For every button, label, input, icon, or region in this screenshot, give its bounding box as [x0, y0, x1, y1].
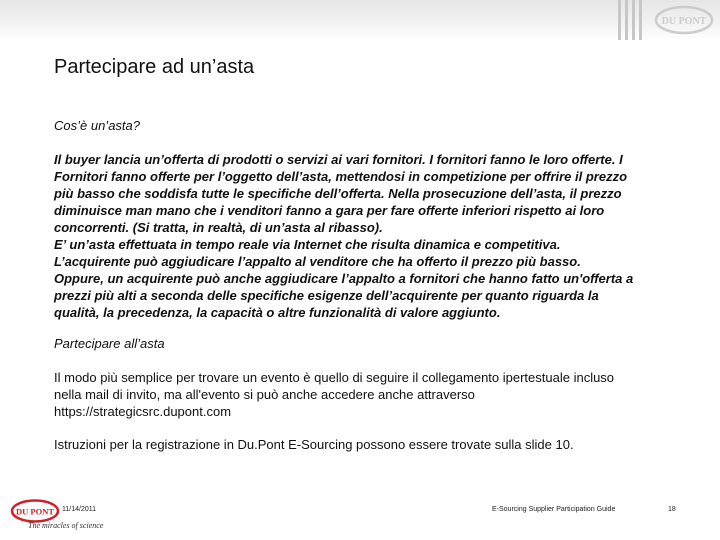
auction-description	[54, 151, 684, 321]
participation-instructions	[54, 369, 684, 420]
paragraph-line: concorrenti. (Si tratta, in realtà, di un’asta al ribasso).	[54, 220, 383, 235]
paragraph-line: Il buyer lancia un’offerta di prodotti o servizi ai vari fornitori. I fornitori fanno le loro offerte. I	[54, 152, 623, 167]
header-stripes	[618, 0, 648, 40]
section-heading-participate: Partecipare all’asta	[54, 336, 165, 351]
portal-link[interactable]: https://strategicsrc.dupont.com	[54, 404, 232, 419]
page-number: 18	[668, 506, 676, 513]
paragraph-line: E’ un’asta effettuata in tempo reale via Internet che risulta dinamica e competitiva.	[54, 237, 561, 252]
paragraph-line: Oppure, un acquirente può anche aggiudicare l’appalto a fornitori che hanno fatto un'offerta a	[54, 271, 634, 286]
svg-text:DU PONT: DU PONT	[15, 506, 55, 517]
slide-title: Partecipare ad un’asta	[54, 56, 255, 78]
paragraph-line: Il modo più semplice per trovare un evento è quello di seguire il collegamento ipertestuale incluso	[54, 370, 615, 385]
section-heading-what-is-auction: Cos’è un’asta?	[54, 118, 140, 133]
svg-text:DU PONT: DU PONT	[661, 16, 707, 27]
paragraph-line: prezzi più alti a seconda delle specifiche esigenze dell’acquirente per quanto riguarda la	[54, 288, 599, 303]
paragraph-line: qualità, la precedenza, la capacità o altre funzionalità di valore aggiunto.	[54, 305, 501, 320]
footer-tagline: The miracles of science	[28, 521, 104, 530]
paragraph-line: Istruzioni per la registrazione in Du.Pont E-Sourcing possono essere trovate sulla slide 10.	[54, 437, 574, 452]
paragraph-line: nella mail di invito, ma all'evento si può anche accedere anche attraverso	[54, 387, 475, 402]
paragraph-line: più basso che soddisfa tutte le specifiche dell’offerta. Nella prosecuzione dell’asta, il prezzo	[54, 186, 622, 201]
paragraph-line: Fornitori fanno offerte per l’oggetto dell’asta, mettendosi in competizione per offrire il prezzo	[54, 169, 628, 184]
registration-note	[54, 436, 684, 453]
footer-date: 11/14/2011	[62, 506, 96, 513]
paragraph-line: L’acquirente può aggiudicare l’appalto al venditore che ha offerto il prezzo più basso.	[54, 254, 581, 269]
dupont-logo	[654, 4, 714, 36]
paragraph-line: diminuisce man mano che i venditori fanno a gara per fare offerte inferiori rispetto ai loro	[54, 203, 605, 218]
footer-guide-title: E-Sourcing Supplier Participation Guide	[492, 506, 616, 513]
header-band	[0, 0, 720, 40]
